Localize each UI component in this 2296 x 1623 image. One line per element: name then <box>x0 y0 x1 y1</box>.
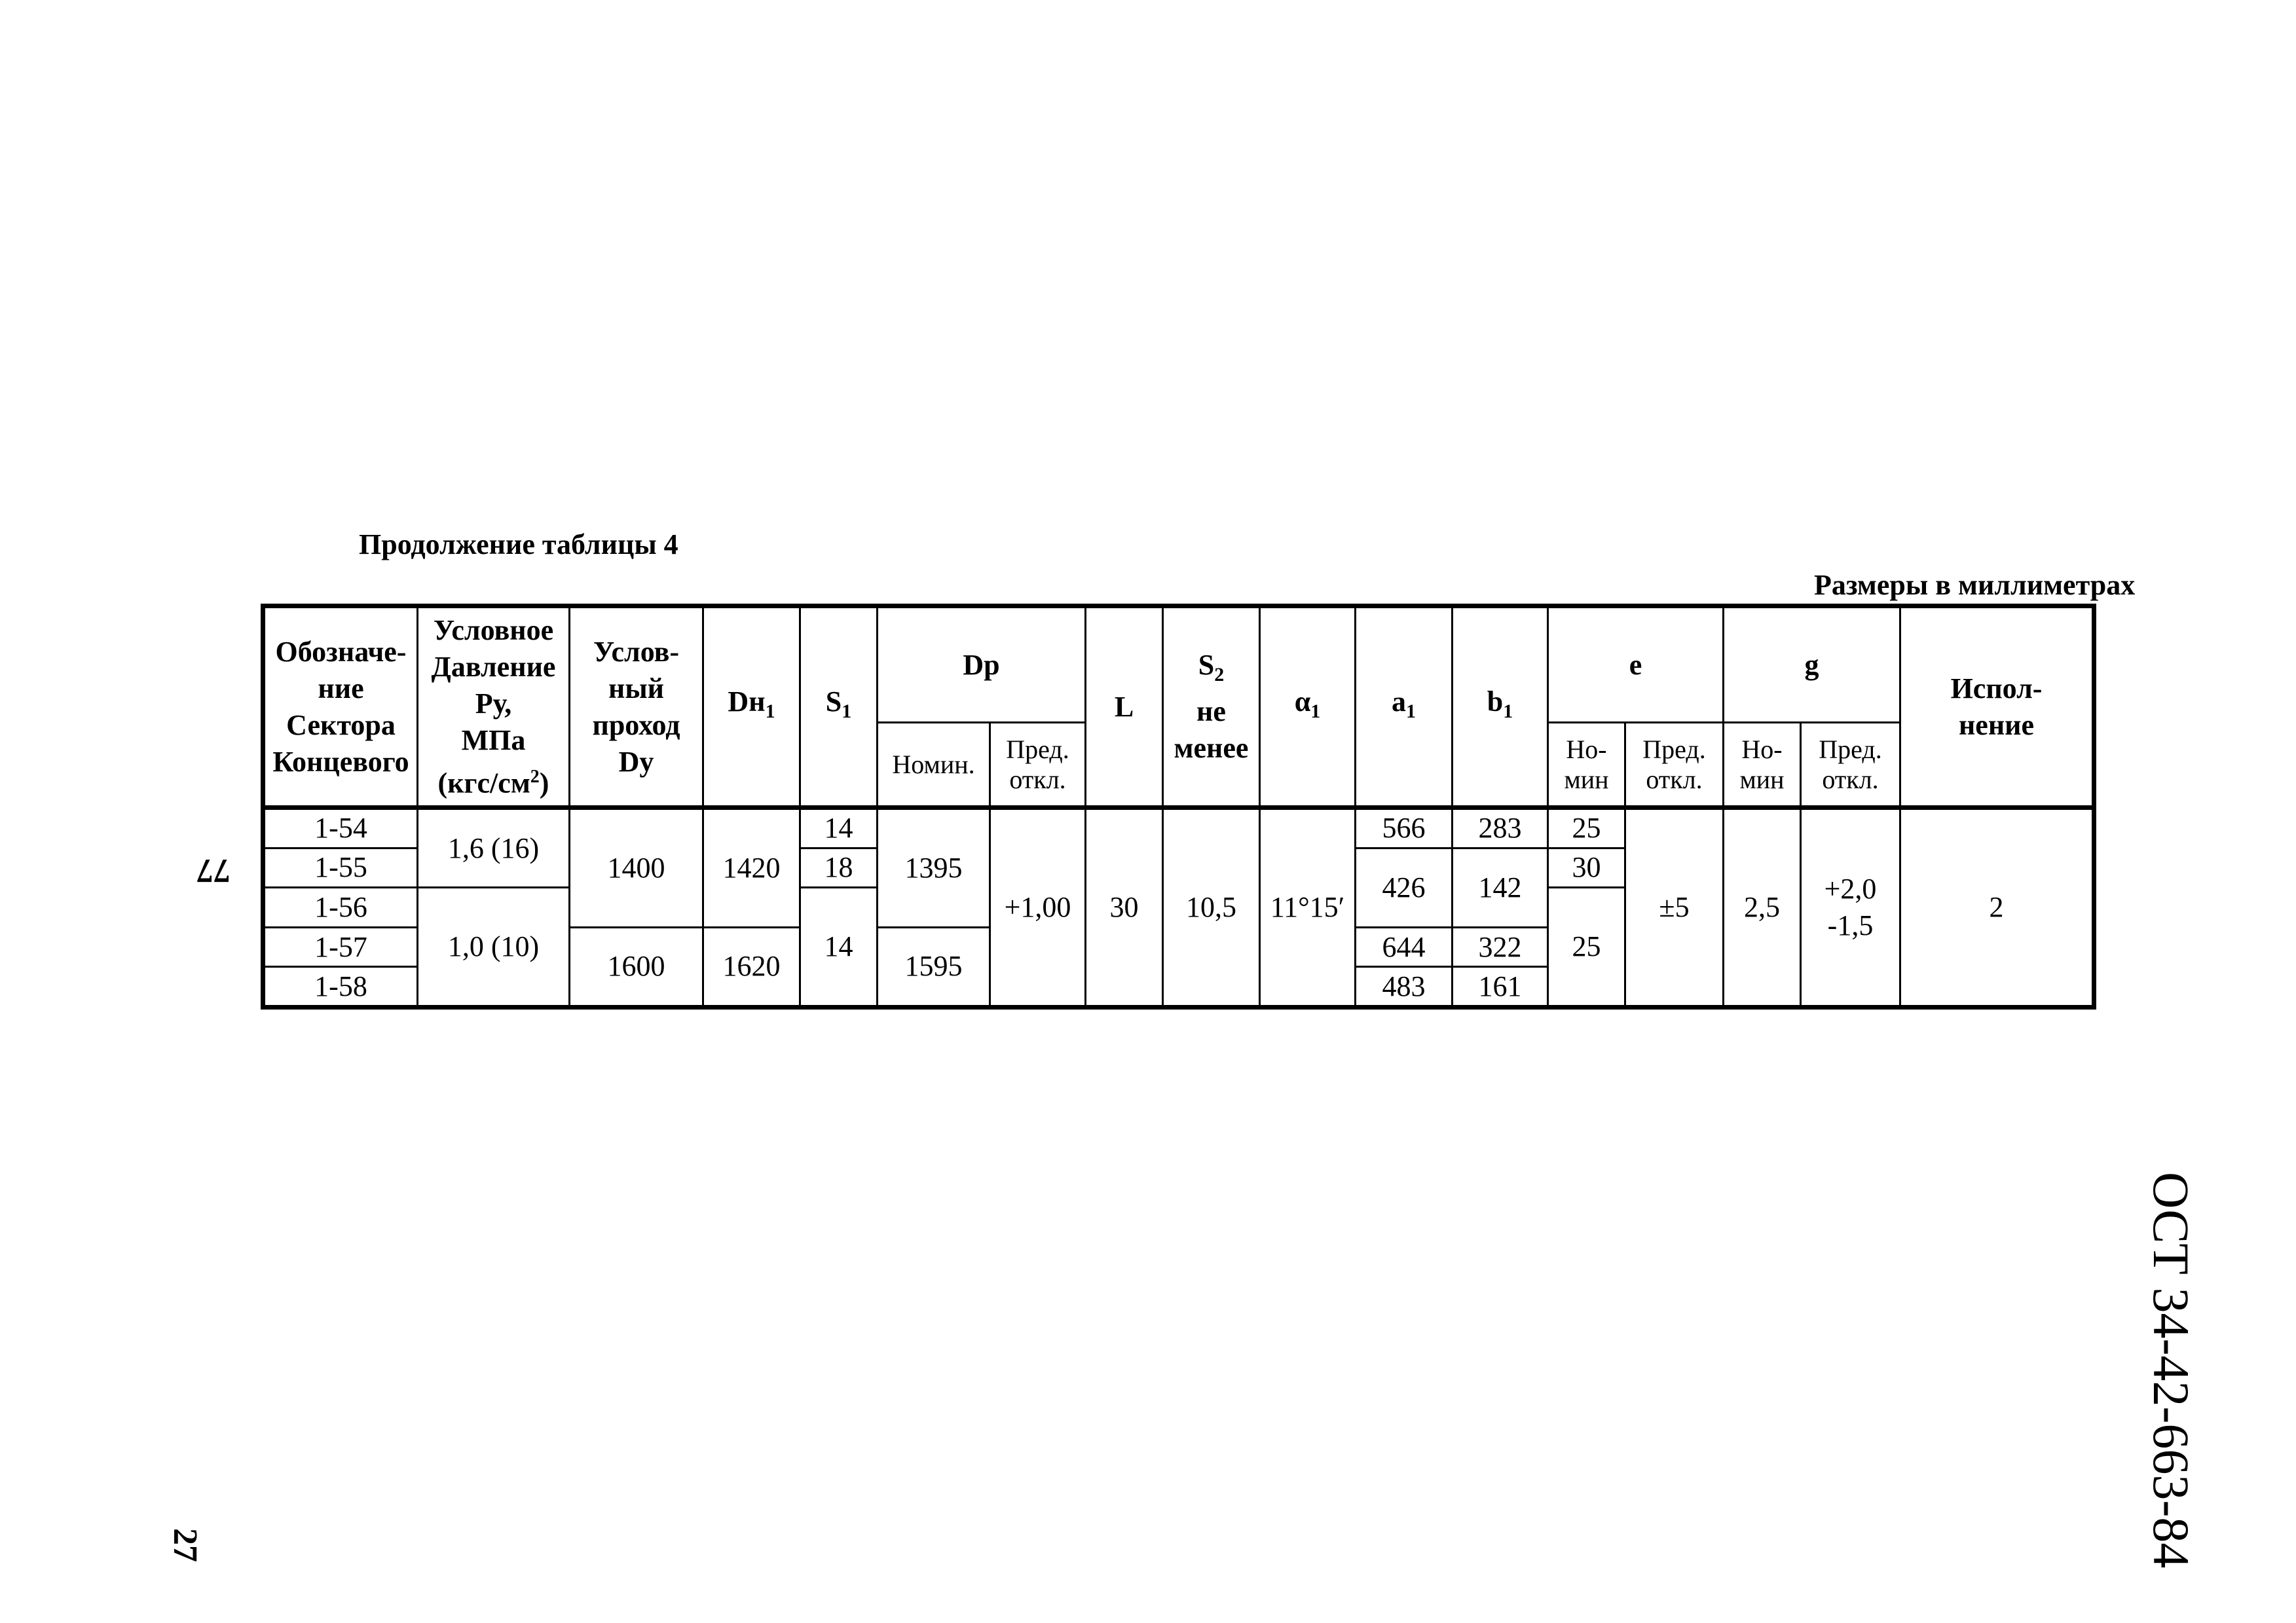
cell-designation: 1-54 <box>263 808 418 848</box>
cell-e-deviation: ±5 <box>1625 808 1724 1008</box>
cell-a1: 566 <box>1356 808 1453 848</box>
header-nominal-bore: Услов- ный проход Dy <box>570 606 703 808</box>
header-e: e <box>1548 606 1724 723</box>
cell-b1: 161 <box>1453 967 1548 1008</box>
header-s2: $S_2$ не менее <box>1163 606 1260 808</box>
header-e-nominal: Но- мин <box>1548 723 1625 808</box>
cell-s1: 18 <box>800 848 878 888</box>
header-dn1: $Dн_1$ <box>703 606 800 808</box>
cell-b1: 142 <box>1453 848 1548 927</box>
header-alpha1: $\alpha_1$ <box>1260 606 1356 808</box>
cell-bore: 1400 <box>570 808 703 928</box>
header-g: g <box>1724 606 1900 723</box>
cell-dp-nominal: 1395 <box>878 808 990 928</box>
cell-designation: 1-58 <box>263 967 418 1008</box>
header-designation: Обозначе- ние Сектора Концевого <box>263 606 418 808</box>
cell-dp-deviation: +1,00 <box>990 808 1086 1008</box>
cell-s1: 14 <box>800 888 878 1008</box>
header-e-deviation: Пред. откл. <box>1625 723 1724 808</box>
dimensions-table <box>261 604 2096 1010</box>
cell-designation: 1-57 <box>263 927 418 967</box>
cell-e-nominal: 25 <box>1548 808 1625 848</box>
cell-a1: 426 <box>1356 848 1453 927</box>
cell-bore: 1600 <box>570 927 703 1007</box>
cell-b1: 322 <box>1453 927 1548 967</box>
header-dp-deviation: Пред. откл. <box>990 723 1086 808</box>
cell-alpha: 11°15′ <box>1260 808 1356 1008</box>
side-page-number: 77 <box>196 852 231 889</box>
cell-designation: 1-55 <box>263 848 418 888</box>
units-note: Размеры в миллиметрах <box>1814 569 2136 601</box>
cell-dn: 1420 <box>703 808 800 928</box>
cell-b1: 283 <box>1453 808 1548 848</box>
cell-e-nominal: 25 <box>1548 888 1625 1008</box>
table-row <box>263 808 2094 848</box>
cell-version: 2 <box>1900 808 2094 1008</box>
page-number: 27 <box>166 1528 204 1562</box>
header-l: L <box>1086 606 1163 808</box>
header-g-deviation: Пред. откл. <box>1801 723 1900 808</box>
header-version: Испол- нение <box>1900 606 2094 808</box>
cell-a1: 644 <box>1356 927 1453 967</box>
header-s1: $S_1$ <box>800 606 878 808</box>
cell-designation: 1-56 <box>263 888 418 928</box>
document-code: ОСТ 34-42-663-84 <box>2143 1172 2200 1569</box>
cell-s1: 14 <box>800 808 878 848</box>
cell-s2: 10,5 <box>1163 808 1260 1008</box>
header-a1: $a_1$ <box>1356 606 1453 808</box>
cell-pressure: 1,0 (10) <box>418 888 570 1008</box>
cell-a1: 483 <box>1356 967 1453 1008</box>
header-g-nominal: Но- мин <box>1724 723 1801 808</box>
table-caption: Продолжение таблицы 4 <box>359 528 678 560</box>
cell-g-nominal: 2,5 <box>1724 808 1801 1008</box>
header-dp: Dp <box>878 606 1086 723</box>
cell-l: 30 <box>1086 808 1163 1008</box>
header-pressure: Условное Давление Ру, МПа $(кгс/см^2)$ <box>418 606 570 808</box>
header-b1: $b_1$ <box>1453 606 1548 808</box>
cell-e-nominal: 30 <box>1548 848 1625 888</box>
cell-dp-nominal: 1595 <box>878 927 990 1007</box>
cell-pressure: 1,6 (16) <box>418 808 570 888</box>
cell-g-deviation: +2,0 -1,5 <box>1801 808 1900 1008</box>
cell-dn: 1620 <box>703 927 800 1007</box>
header-dp-nominal: Номин. <box>878 723 990 808</box>
